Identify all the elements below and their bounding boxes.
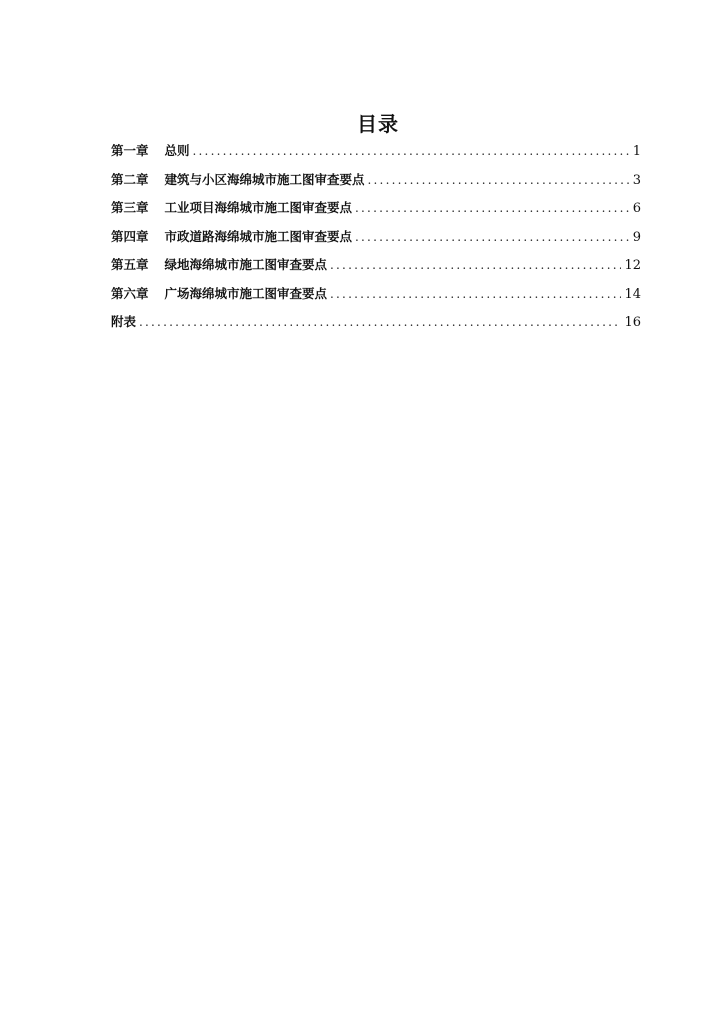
toc-chapter-number: 第六章 <box>111 285 149 301</box>
toc-page-number: 14 <box>624 286 641 302</box>
dot-leader <box>368 173 630 187</box>
dot-leader <box>330 258 621 272</box>
toc-page-number: 6 <box>632 201 641 216</box>
toc-page-number: 1 <box>632 144 641 159</box>
toc-entry-title: 市政道路海绵城市施工图审查要点 <box>164 228 353 244</box>
toc-page-number: 9 <box>632 229 641 245</box>
dot-leader <box>330 287 621 301</box>
toc-chapter-number: 第一章 <box>111 143 149 158</box>
dot-leader <box>139 315 621 329</box>
toc-chapter-number: 第三章 <box>111 200 149 215</box>
toc-chapter-number: 第二章 <box>111 171 149 187</box>
toc-page-number: 16 <box>624 315 641 330</box>
toc-entry-chapter-3[interactable] <box>111 198 641 227</box>
toc-entry-chapter-4[interactable] <box>111 227 641 256</box>
toc-entry-title: 工业项目海绵城市施工图审查要点 <box>164 200 353 215</box>
toc-entry-title: 总则 <box>164 143 190 158</box>
toc-entry-chapter-2[interactable] <box>111 170 641 199</box>
toc-entry-title: 附表 <box>111 314 137 329</box>
toc-entry-title: 建筑与小区海绵城市施工图审查要点 <box>164 171 365 187</box>
dot-leader <box>193 144 630 158</box>
toc-entry-chapter-6[interactable] <box>111 284 641 313</box>
toc-chapter-number: 第五章 <box>111 257 149 272</box>
dot-leader <box>355 230 630 244</box>
table-of-contents <box>111 141 641 341</box>
toc-entry-title: 绿地海绵城市施工图审查要点 <box>164 257 328 272</box>
toc-entry-appendix[interactable] <box>111 312 641 341</box>
dot-leader <box>355 201 630 215</box>
toc-heading: 目录 <box>357 112 399 136</box>
toc-entry-chapter-1[interactable] <box>111 141 641 170</box>
toc-chapter-number: 第四章 <box>111 228 149 244</box>
toc-page-number: 12 <box>624 258 641 273</box>
toc-page-number: 3 <box>632 172 641 188</box>
toc-entry-chapter-5[interactable] <box>111 255 641 284</box>
toc-entry-title: 广场海绵城市施工图审查要点 <box>164 285 328 301</box>
